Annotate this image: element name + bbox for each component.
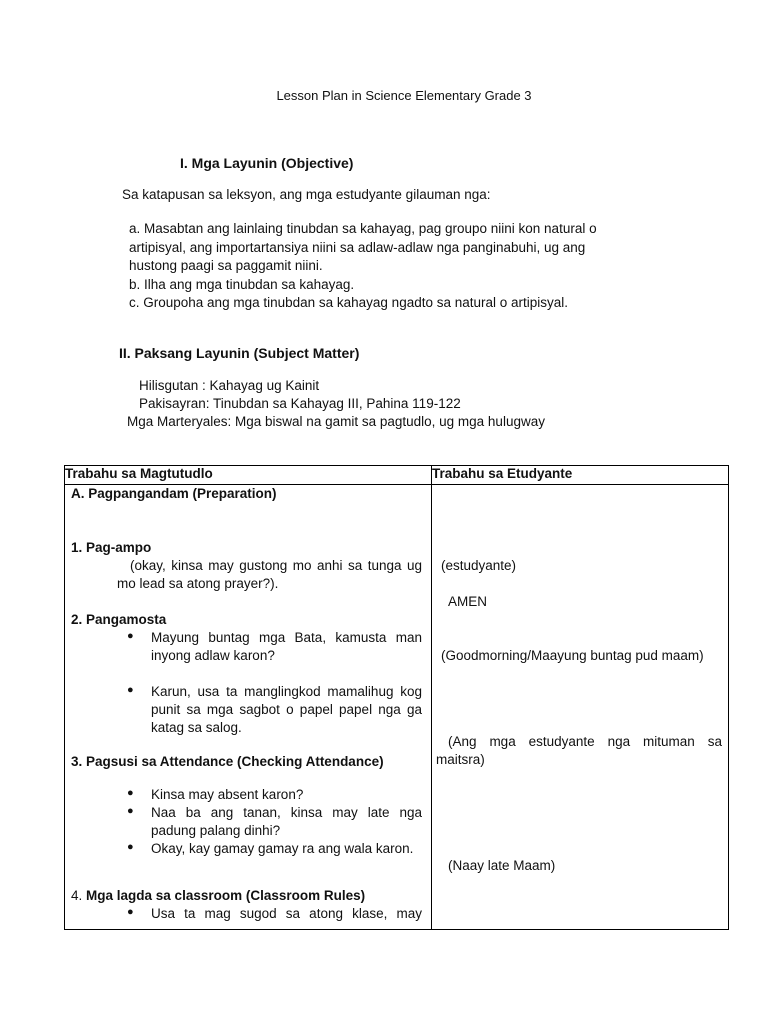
bullet-dot: ● — [127, 787, 134, 799]
attendance-item: Naa ba ang tanan, kinsa may late nga padung palang dinhi? — [151, 805, 422, 838]
objective-line: c. Groupoha ang mga tinubdan sa kahayag ngadto sa natural o artipisyal. — [129, 295, 569, 310]
attendance-item: Kinsa may absent karon? — [151, 787, 304, 802]
subject-materials: Mga Marteryales: Mga biswal na gamit sa pagtudlo, ug mga hulugway — [127, 414, 545, 429]
student-column-header: Trabahu sa Etudyante — [432, 466, 729, 485]
objective-line: hustong paagi sa paggamit niini. — [129, 258, 323, 273]
objective-intro: Sa katapusan sa leksyon, ang mga estudyante gilauman nga: — [122, 187, 491, 202]
page-title: Lesson Plan in Science Elementary Grade 3 — [276, 88, 532, 103]
greeting-item: Karun, usa ta manglingkod mamalihug kog punit sa mga sagbot o papel papel nga ga katag sa salog. — [151, 684, 422, 735]
student-activities-cell — [432, 485, 729, 930]
objective-list — [129, 220, 649, 313]
subject-reference: Pakisayran: Tinubdan sa Kahayag III, Pahina 119-122 — [139, 396, 461, 411]
student-response: AMEN — [448, 594, 488, 609]
attendance-item: Okay, kay gamay gamay ra ang wala karon. — [151, 841, 414, 856]
student-response: (Ang mga estudyante nga mituman sa maitsra) — [436, 734, 722, 767]
objective-line: b. Ilha ang mga tinubdan sa kahayag. — [129, 276, 355, 292]
bullet-dot: ● — [127, 805, 134, 817]
teacher-column-header: Trabahu sa Magtutudlo — [65, 466, 432, 485]
greeting-heading: 2. Pangamosta — [71, 612, 167, 627]
prayer-heading: 1. Pag-ampo — [71, 540, 152, 555]
subject-topic: Hilisgutan : Kahayag ug Kainit — [139, 378, 320, 393]
table-body-row — [65, 485, 729, 930]
preparation-heading: A. Pagpangandam (Preparation) — [71, 486, 277, 501]
rules-heading-text: Mga lagda sa classroom (Classroom Rules) — [86, 888, 366, 903]
section-heading-objective: I. Mga Layunin (Objective) — [180, 155, 354, 171]
student-response: (estudyante) — [441, 558, 517, 573]
table-header-row — [65, 466, 729, 485]
attendance-heading: 3. Pagsusi sa Attendance (Checking Attendance) — [71, 754, 384, 769]
objective-line: artipisyal, ang importartansiya niini sa adlaw-adlaw nga panginabuhi, ug ang — [129, 239, 586, 255]
bullet-dot: ● — [127, 841, 134, 853]
bullet-dot: ● — [127, 630, 134, 642]
rules-item: Usa ta mag sugod sa atong klase, may — [151, 906, 422, 921]
rules-heading — [71, 888, 365, 903]
prayer-text: (okay, kinsa may gustong mo anhi sa tunga ug mo lead sa atong prayer?). — [117, 558, 422, 591]
section-heading-subject-matter: II. Paksang Layunin (Subject Matter) — [119, 345, 360, 361]
bullet-dot: ● — [127, 684, 134, 696]
student-response: (Naay late Maam) — [448, 858, 556, 873]
greeting-item: Mayung buntag mga Bata, kamusta man inyong adlaw karon? — [151, 630, 422, 663]
student-response: (Goodmorning/Maayung buntag pud maam) — [441, 648, 704, 663]
bullet-dot: ● — [127, 906, 134, 918]
rules-heading-number: 4. — [71, 888, 83, 903]
lesson-plan-table — [64, 465, 729, 930]
teacher-activities-cell — [65, 485, 432, 930]
objective-line: a. Masabtan ang lainlaing tinubdan sa kahayag, pag groupo niini kon natural o — [129, 221, 597, 236]
